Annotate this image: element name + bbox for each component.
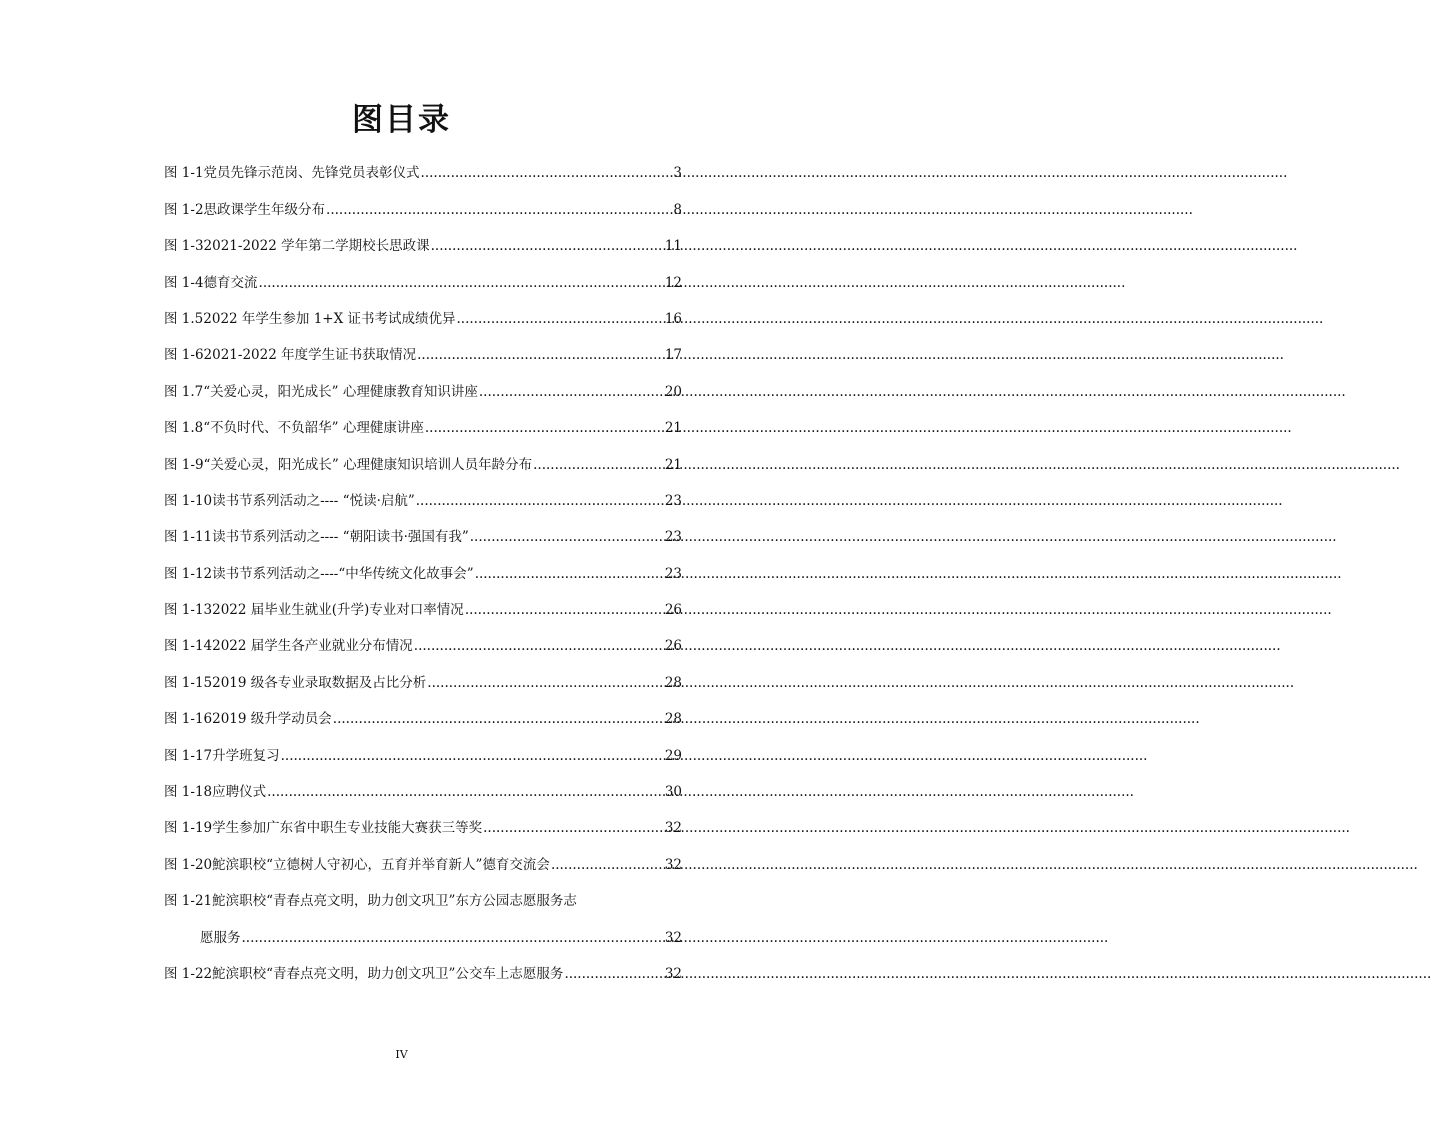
dot-leader — [415, 491, 664, 511]
page-number: 17 — [664, 347, 682, 364]
page-footer-number: IV — [395, 1048, 408, 1061]
figure-number: 图 1-17 — [164, 747, 213, 764]
figure-caption: 2019 级升学动员会 — [212, 711, 332, 728]
figure-number: 图 1-3 — [164, 238, 204, 255]
dot-leader — [482, 818, 664, 838]
toc-entry[interactable] — [164, 948, 682, 984]
dot-leader — [478, 382, 664, 402]
page-number: 28 — [664, 674, 682, 691]
figure-number: 图 1-22 — [164, 965, 213, 982]
figure-number: 图 1-10 — [164, 492, 213, 509]
toc-entry[interactable] — [164, 511, 682, 547]
page-number: 12 — [664, 274, 682, 291]
figure-caption: “不负时代、不负韶华” 心理健康讲座 — [203, 420, 424, 437]
toc-entry-continuation[interactable] — [164, 911, 682, 947]
figure-number: 图 1-16 — [164, 711, 213, 728]
figure-caption: 应聘仪式 — [212, 784, 267, 801]
page-number: 11 — [664, 238, 682, 255]
figure-caption: 党员先锋示范岗、先锋党员表彰仪式 — [203, 165, 420, 182]
page-number: 3 — [673, 165, 682, 182]
figure-list — [164, 147, 682, 984]
page-number: 23 — [664, 492, 682, 509]
toc-entry[interactable] — [164, 475, 682, 511]
figure-number: 图 1-2 — [164, 201, 204, 218]
dot-leader — [325, 200, 672, 220]
dot-leader — [424, 418, 664, 438]
dot-leader — [464, 600, 664, 620]
figure-caption: 2022 年学生参加 1+X 证书考试成绩优异 — [203, 310, 456, 327]
page-number: 28 — [664, 711, 682, 728]
figure-caption: 鮀滨职校“青春点亮文明，助力创文巩卫”东方公园志愿服务志 — [212, 893, 577, 910]
page-number: 21 — [664, 456, 682, 473]
page-number: 30 — [664, 784, 682, 801]
figure-caption: 读书节系列活动之---- “悦读·启航” — [212, 492, 415, 509]
page-number: 16 — [664, 310, 682, 327]
toc-entry[interactable] — [164, 766, 682, 802]
toc-entry[interactable] — [164, 220, 682, 256]
figure-number: 图 1-14 — [164, 638, 213, 655]
page-number: 20 — [664, 383, 682, 400]
figure-caption: “关爱心灵，阳光成长” 心理健康教育知识讲座 — [203, 383, 478, 400]
dot-leader — [332, 709, 664, 729]
page-number: 32 — [664, 929, 682, 946]
figure-number: 图 1-15 — [164, 674, 213, 691]
figure-number: 图 1.5 — [164, 310, 204, 327]
figure-caption: 鮀滨职校“青春点亮文明，助力创文巩卫”公交车上志愿服务 — [212, 965, 564, 982]
dot-leader — [266, 782, 664, 802]
toc-entry[interactable] — [164, 183, 682, 219]
figure-number: 图 1-19 — [164, 820, 213, 837]
figure-caption: 升学班复习 — [212, 747, 280, 764]
toc-entry[interactable] — [164, 729, 682, 765]
toc-entry[interactable] — [164, 693, 682, 729]
toc-entry[interactable] — [164, 875, 682, 911]
toc-entry[interactable] — [164, 584, 682, 620]
figure-caption: 读书节系列活动之----“中华传统文化故事会” — [212, 565, 474, 582]
toc-entry[interactable] — [164, 838, 682, 874]
figure-number: 图 1-6 — [164, 347, 204, 364]
dot-leader — [456, 309, 664, 329]
page-title: 图目录 — [352, 102, 451, 138]
dot-leader — [420, 163, 673, 183]
toc-entry[interactable] — [164, 802, 682, 838]
page-number: 21 — [664, 420, 682, 437]
page-number: 29 — [664, 747, 682, 764]
dot-leader — [241, 928, 664, 948]
dot-leader — [280, 746, 664, 766]
figure-caption: 2021-2022 学年第二学期校长思政课 — [203, 238, 430, 255]
toc-entry[interactable] — [164, 438, 682, 474]
figure-caption: 鮀滨职校“立德树人守初心，五育并举育新人”德育交流会 — [212, 856, 550, 873]
toc-entry[interactable] — [164, 329, 682, 365]
figure-number: 图 1.7 — [164, 383, 204, 400]
page-number: 32 — [664, 856, 682, 873]
toc-entry[interactable] — [164, 656, 682, 692]
figure-caption: 读书节系列活动之---- “朝阳读书·强国有我” — [212, 529, 469, 546]
figure-caption: 德育交流 — [203, 274, 258, 291]
figure-number: 图 1-12 — [164, 565, 213, 582]
figure-number: 图 1-21 — [164, 893, 213, 910]
figure-caption: 2019 级各专业录取数据及占比分析 — [212, 674, 427, 691]
dot-leader — [416, 345, 664, 365]
page-number: 32 — [664, 965, 682, 982]
page-number: 23 — [664, 529, 682, 546]
figure-number: 图 1-13 — [164, 602, 213, 619]
toc-entry[interactable] — [164, 365, 682, 401]
figure-number: 图 1-9 — [164, 456, 204, 473]
dot-leader — [469, 527, 664, 547]
figure-number: 图 1-20 — [164, 856, 213, 873]
figure-caption: 2021-2022 年度学生证书获取情况 — [203, 347, 417, 364]
figure-caption: 思政课学生年级分布 — [203, 201, 326, 218]
toc-entry[interactable] — [164, 620, 682, 656]
figure-number: 图 1.8 — [164, 420, 204, 437]
dot-leader — [532, 455, 664, 475]
figure-caption: “关爱心灵，阳光成长” 心理健康知识培训人员年龄分布 — [203, 456, 533, 473]
figure-number: 图 1-1 — [164, 165, 204, 182]
page-number: 26 — [664, 638, 682, 655]
toc-entry[interactable] — [164, 402, 682, 438]
toc-entry[interactable] — [164, 147, 682, 183]
dot-leader — [426, 673, 664, 693]
toc-entry[interactable] — [164, 547, 682, 583]
dot-leader — [550, 855, 664, 875]
dot-leader — [563, 964, 663, 984]
dot-leader — [474, 564, 664, 584]
figure-caption: 2022 届毕业生就业(升学)专业对口率情况 — [212, 602, 464, 619]
figure-number: 图 1-4 — [164, 274, 204, 291]
figure-caption: 学生参加广东省中职生专业技能大赛获三等奖 — [212, 820, 483, 837]
figure-number: 图 1-11 — [164, 529, 213, 546]
dot-leader — [258, 273, 664, 293]
figure-caption: 2022 届学生各产业就业分布情况 — [212, 638, 413, 655]
page-number: 8 — [673, 201, 682, 218]
page-number: 26 — [664, 602, 682, 619]
page-number: 32 — [664, 820, 682, 837]
figure-number: 图 1-18 — [164, 784, 213, 801]
toc-entry[interactable] — [164, 293, 682, 329]
toc-entry[interactable] — [164, 256, 682, 292]
page-number: 23 — [664, 565, 682, 582]
dot-leader — [430, 236, 664, 256]
figure-caption: 愿服务 — [200, 929, 241, 946]
dot-leader — [413, 636, 664, 656]
